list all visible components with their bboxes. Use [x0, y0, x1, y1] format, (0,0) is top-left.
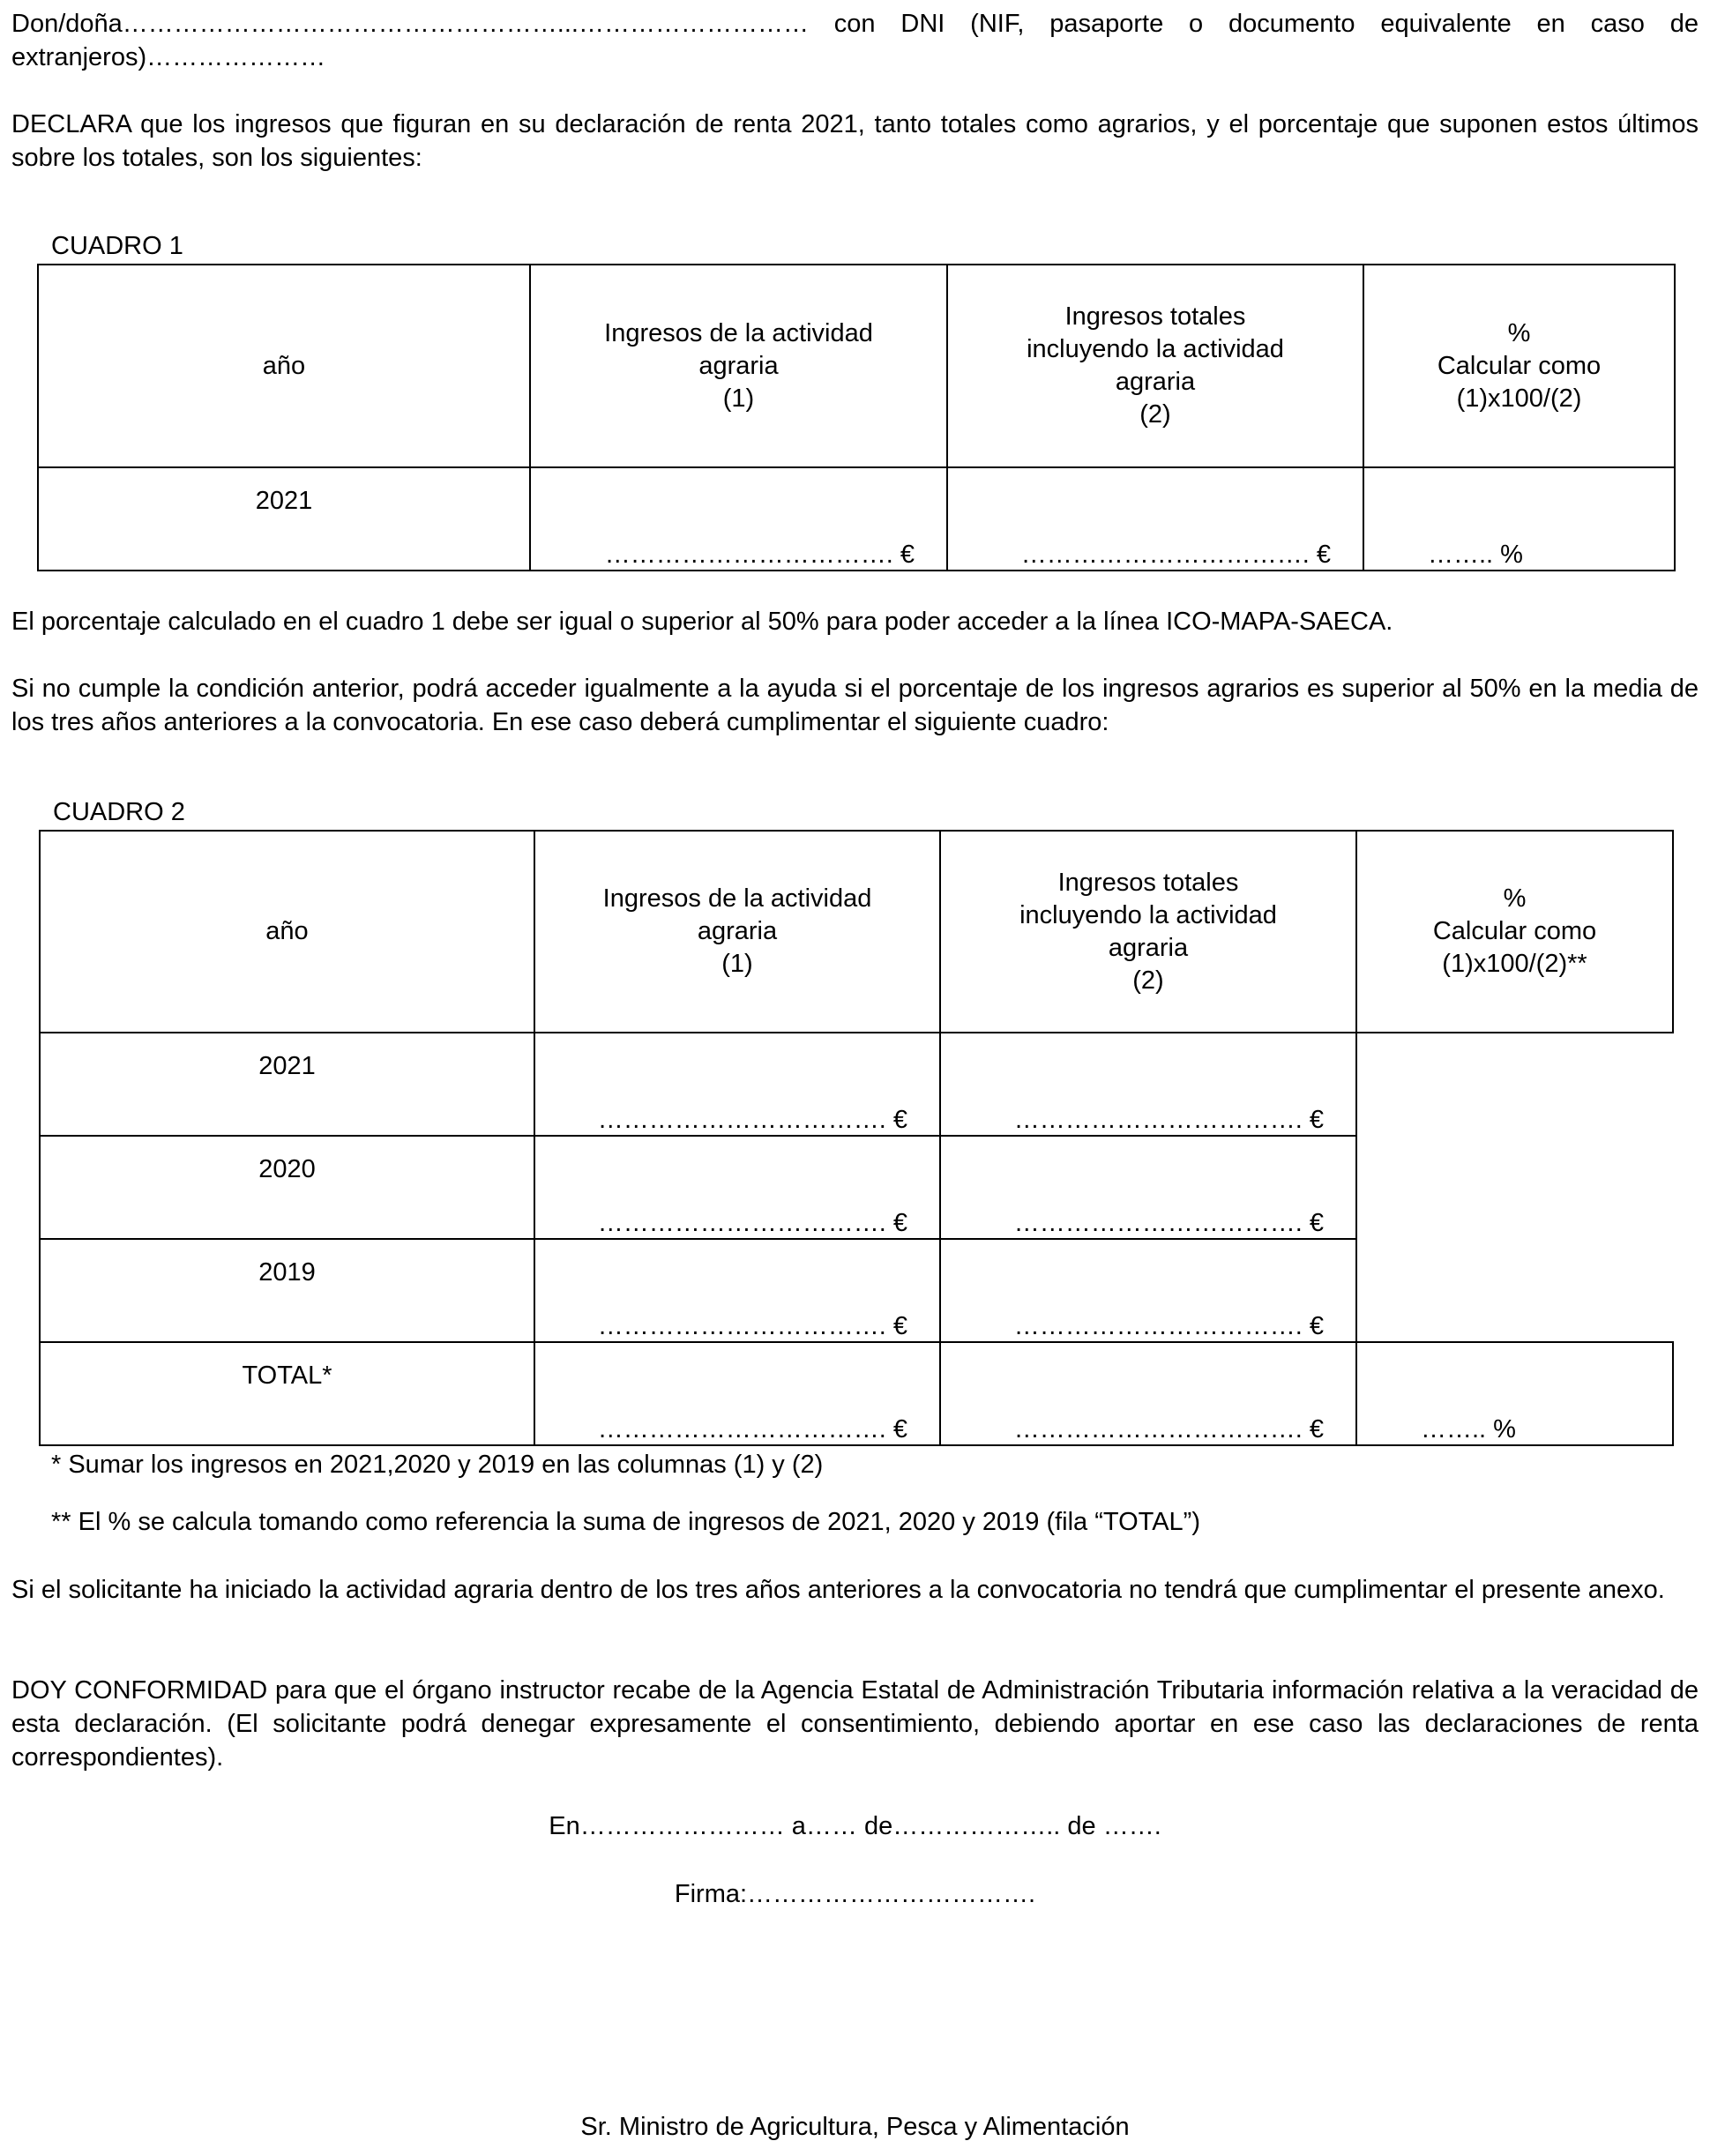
table2-empty-cell	[1356, 1033, 1673, 1136]
header-line: Calcular como	[1432, 917, 1597, 945]
header-line: (1)x100/(2)**	[1442, 950, 1587, 978]
table2-year-cell	[40, 1239, 534, 1342]
table1-header-percentage	[1363, 265, 1675, 467]
table2-header-agrarian-income	[534, 831, 940, 1033]
row-year: 2021	[258, 1052, 316, 1080]
table2-total-percentage-field[interactable]	[1356, 1342, 1673, 1445]
table2-total-income-field[interactable]	[940, 1239, 1356, 1342]
row-year: 2021	[255, 487, 313, 515]
table2-agrarian-income-field[interactable]	[534, 1239, 940, 1342]
header-line: (2)	[1132, 966, 1164, 995]
start-activity-paragraph: Si el solicitante ha iniciado la actividad agraria dentro de los tres años anteriores a la convocatoria no tendrá que cumplimentar el presente anexo.	[11, 1576, 1665, 1604]
table2-empty-cell	[1356, 1136, 1673, 1239]
header-line: (1)x100/(2)	[1456, 384, 1582, 413]
table-row	[38, 467, 1675, 571]
amount-placeholder: ……………………………. €	[597, 1106, 907, 1134]
header-line: agraria	[698, 351, 779, 380]
table2-caption: CUADRO 2	[53, 798, 185, 826]
table2-total-income-field[interactable]	[940, 1342, 1356, 1445]
percentage-placeholder: …….. %	[1421, 1415, 1516, 1444]
table-row	[40, 1033, 1673, 1136]
header-line: %	[1503, 884, 1527, 913]
table2-header-percentage	[1356, 831, 1673, 1033]
header-line: agraria	[1115, 368, 1196, 396]
amount-placeholder: ……………………………. €	[1013, 1415, 1324, 1444]
amount-placeholder: ……………………………. €	[597, 1209, 907, 1237]
signature-line: Firma:…………………………….	[674, 1880, 1036, 1908]
amount-placeholder: ……………………………. €	[597, 1312, 907, 1340]
table1-percentage-field[interactable]	[1363, 467, 1675, 571]
alternative-paragraph: Si no cumple la condición anterior, podrá acceder igualmente a la ayuda si el porcentaje de los ingresos agrarios es superior al 50% en la media de los tres años anteriores a la convocatoria. En ese caso deberá cumplimentar el siguiente cuadro:	[11, 675, 1699, 736]
table1-agrarian-income-field[interactable]	[530, 467, 947, 571]
consent-paragraph: DOY CONFORMIDAD para que el órgano instructor recabe de la Agencia Estatal de Administración Tributaria información relativa a la veracidad de esta declaración. (El solicitante podrá denegar expresamente el consentimiento, debiendo aportar en ese caso las declaraciones de renta correspondientes).	[11, 1676, 1699, 1772]
table2-total-income-field[interactable]	[940, 1033, 1356, 1136]
row-year: 2019	[258, 1258, 316, 1287]
amount-placeholder: ……………………………. €	[1013, 1209, 1324, 1237]
header-line: Calcular como	[1437, 351, 1602, 380]
table2-agrarian-income-field[interactable]	[534, 1033, 940, 1136]
header-line: Ingresos de la actividad	[602, 884, 872, 913]
table2-year-cell	[40, 1033, 534, 1136]
header-line: Ingresos totales	[1057, 868, 1239, 897]
table-row	[40, 1136, 1673, 1239]
row-year: 2020	[258, 1155, 316, 1183]
header-line: agraria	[1108, 933, 1189, 962]
table1	[37, 264, 1676, 571]
total-label: TOTAL*	[242, 1361, 332, 1390]
amount-placeholder: ……………………………. €	[597, 1415, 907, 1444]
footnote-sum: * Sumar los ingresos en 2021,2020 y 2019 en las columnas (1) y (2)	[51, 1451, 824, 1479]
table2-total-income-field[interactable]	[940, 1136, 1356, 1239]
header-line: (1)	[721, 950, 753, 978]
amount-placeholder: ……………………………. €	[1020, 541, 1331, 569]
table2-header-row	[40, 831, 1673, 1033]
declarant-paragraph: Don/doña……………………………………………...……………………… con DNI (NIF, pasaporte o documento equivalente en caso de extranjeros)…………………	[11, 10, 1699, 71]
condition-paragraph: El porcentaje calculado en el cuadro 1 debe ser igual o superior al 50% para poder acceder a la línea ICO-MAPA-SAECA.	[11, 608, 1393, 636]
table2-total-row	[40, 1342, 1673, 1445]
table2-header-total-income	[940, 831, 1356, 1033]
table2-empty-cell	[1356, 1239, 1673, 1342]
table2-agrarian-income-field[interactable]	[534, 1136, 940, 1239]
amount-placeholder: ……………………………. €	[1013, 1312, 1324, 1340]
table1-total-income-field[interactable]	[947, 467, 1363, 571]
header-line: (1)	[722, 384, 755, 413]
header-line: %	[1507, 318, 1531, 347]
header-line: incluyendo la actividad	[1027, 335, 1284, 363]
header-line: Ingresos de la actividad	[604, 318, 873, 347]
table2-header-year: año	[40, 831, 534, 1033]
table1-year-cell	[38, 467, 530, 571]
table1-header-year: año	[38, 265, 530, 467]
place-date-line: En…………………… a…… de……………….. de …….	[549, 1812, 1161, 1840]
declaration-paragraph: DECLARA que los ingresos que figuran en su declaración de renta 2021, tanto totales como agrarios, y el porcentaje que suponen estos últimos sobre los totales, son los siguientes:	[11, 110, 1699, 172]
table1-header-total-income	[947, 265, 1363, 467]
addressee: Sr. Ministro de Agricultura, Pesca y Alimentación	[580, 2113, 1130, 2141]
header-line: Ingresos totales	[1064, 302, 1246, 331]
percentage-placeholder: …….. %	[1428, 541, 1523, 569]
footnote-percentage: ** El % se calcula tomando como referencia la suma de ingresos de 2021, 2020 y 2019 (fila “TOTAL”)	[51, 1508, 1200, 1536]
amount-placeholder: ……………………………. €	[1013, 1106, 1324, 1134]
header-line: (2)	[1139, 400, 1171, 429]
table2	[39, 830, 1674, 1446]
table1-header-row	[38, 265, 1675, 467]
table2-year-cell	[40, 1136, 534, 1239]
table1-header-agrarian-income	[530, 265, 947, 467]
header-line: incluyendo la actividad	[1019, 900, 1277, 929]
table2-total-label-cell	[40, 1342, 534, 1445]
table-row	[40, 1239, 1673, 1342]
table2-total-agrarian-field[interactable]	[534, 1342, 940, 1445]
amount-placeholder: ……………………………. €	[604, 541, 915, 569]
table1-caption: CUADRO 1	[51, 232, 183, 260]
header-line: agraria	[697, 917, 778, 945]
